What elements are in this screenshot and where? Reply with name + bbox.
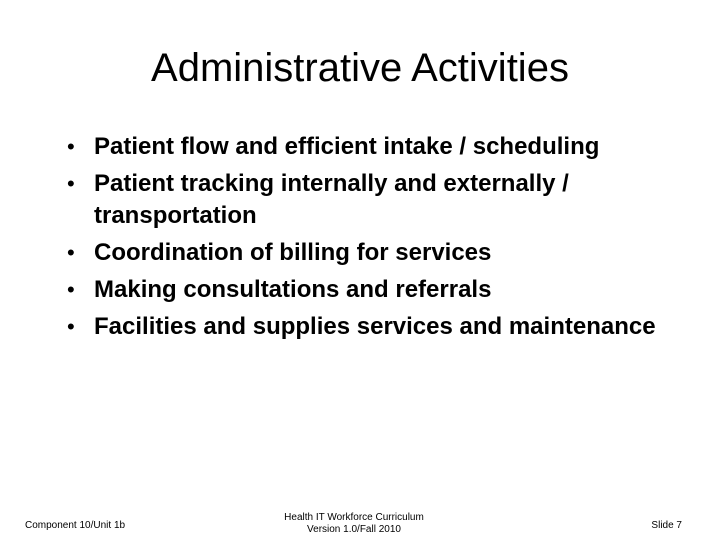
bullet-item [62,274,682,306]
bullet-text: Coordination of billing for services [94,239,492,266]
footer-version: Version 1.0/Fall 2010 [307,524,401,535]
bullet-dot-icon: • [67,277,75,302]
bullet-item [62,168,682,232]
bullet-dot-icon: • [67,240,75,265]
bullet-dot-icon: • [67,134,75,159]
footer-component-label: Component 10/Unit 1b [25,520,126,531]
bullet-text: Making consultations and referrals [94,276,492,303]
bullet-text: Patient tracking internally and externally / transportation [94,170,569,229]
bullet-text: Facilities and supplies services and maintenance [94,313,656,340]
bullet-item [62,311,682,343]
bullet-dot-icon: • [67,171,75,196]
bullet-dot-icon: • [67,314,75,339]
bullet-item [62,131,682,163]
slide-number: Slide 7 [651,520,682,531]
footer-curriculum-label [240,512,468,536]
slide-title: Administrative Activities [151,46,569,90]
bullet-list [62,131,682,348]
bullet-text: Patient flow and efficient intake / scheduling [94,133,600,160]
bullet-item [62,237,682,269]
footer-curriculum-title: Health IT Workforce Curriculum [284,512,424,523]
